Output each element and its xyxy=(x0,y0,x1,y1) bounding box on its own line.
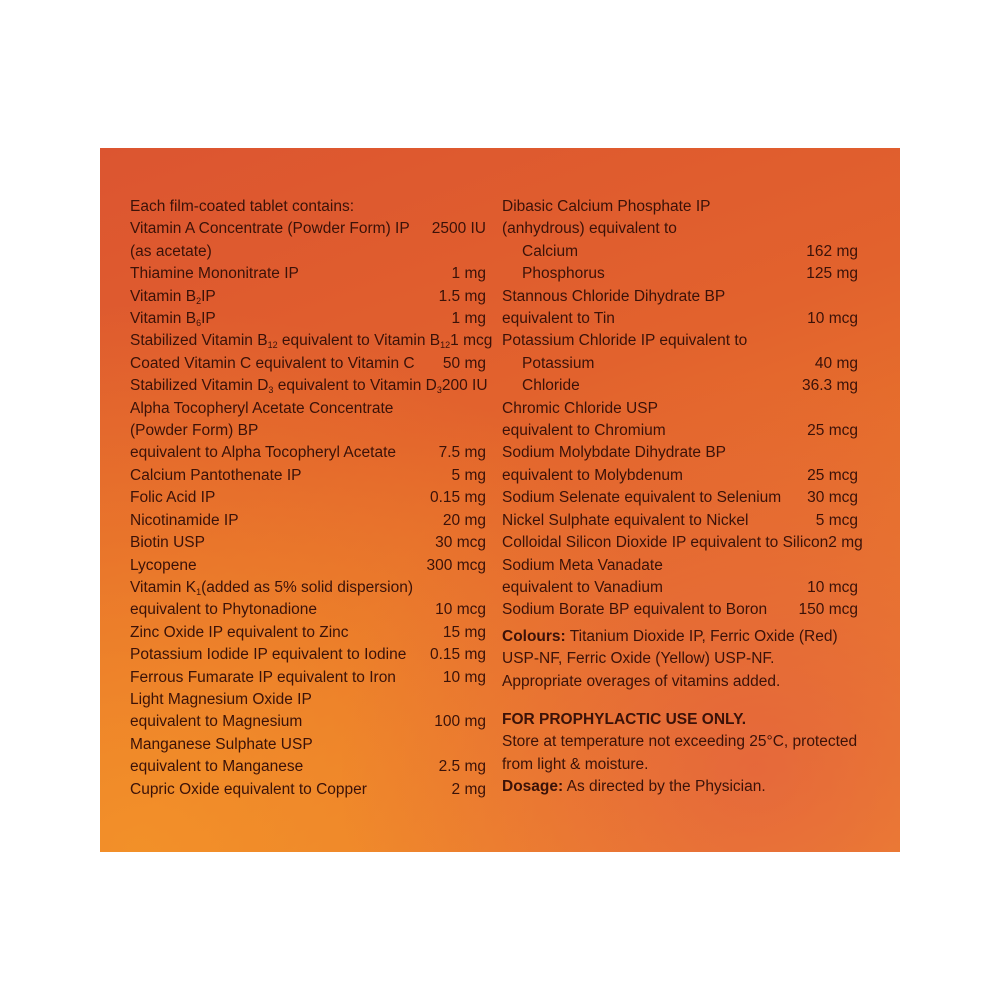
ingredient-amount: 2500 IU xyxy=(431,220,486,238)
ingredient-name: Chloride xyxy=(522,377,580,395)
contents-header: Each film-coated tablet contains: xyxy=(130,198,355,215)
ingredient-name: Potassium Chloride IP equivalent to xyxy=(502,332,748,350)
ingredient-amount: 10 mg xyxy=(442,668,486,686)
ingredient-name: Potassium Iodide IP equivalent to Iodine xyxy=(130,646,407,664)
dosage-text: As directed by the Physician. xyxy=(566,778,766,796)
ingredient-row xyxy=(130,555,486,577)
ingredient-amount: 0.15 mg xyxy=(429,646,486,664)
ingredient-name: equivalent to Molybdenum xyxy=(502,466,683,484)
ingredient-row xyxy=(130,465,486,487)
ingredient-name: Vitamin $B_2IP$ xyxy=(130,287,216,306)
ingredient-row xyxy=(502,353,858,375)
ingredient-row xyxy=(130,263,486,285)
ingredient-row xyxy=(130,599,486,621)
ingredient-name: Zinc Oxide IP equivalent to Zinc xyxy=(130,623,349,641)
colours-label: Colours: xyxy=(502,627,566,645)
ingredient-name: Stabilized Vitamin $D_3$ equivalent to Vitamin $D_3$ xyxy=(130,377,442,396)
ingredient-name: (Powder Form) BP xyxy=(130,422,259,440)
ingredient-amount: 0.15 mg xyxy=(429,489,486,507)
ingredient-row xyxy=(502,263,858,285)
dosage-note xyxy=(502,776,858,798)
ingredient-amount: 40 mg xyxy=(814,354,858,372)
ingredient-name: Sodium Selenate equivalent to Selenium xyxy=(502,489,782,507)
ingredients-right-column xyxy=(502,196,863,799)
ingredient-amount: 25 mcg xyxy=(807,422,858,440)
ingredient-name: Folic Acid IP xyxy=(130,489,216,507)
ingredients-left-column xyxy=(130,196,493,801)
ingredient-amount: 36.3 mg xyxy=(801,377,858,395)
ingredient-amount: 20 mg xyxy=(442,511,486,529)
ingredient-row xyxy=(130,308,486,330)
ingredient-name: Calcium Pantothenate IP xyxy=(130,466,302,484)
ingredient-row xyxy=(502,532,863,554)
ingredient-amount: 15 mg xyxy=(442,623,486,641)
ingredient-name: Phosphorus xyxy=(522,265,605,283)
ingredient-name: Coated Vitamin C equivalent to Vitamin C xyxy=(130,354,415,372)
ingredient-amount: 300 mcg xyxy=(426,556,486,574)
ingredient-note: (as acetate) xyxy=(130,242,212,260)
overages-note: Appropriate overages of vitamins added. xyxy=(502,672,781,690)
ingredient-name: Calcium xyxy=(522,242,578,260)
ingredient-name: Colloidal Silicon Dioxide IP equivalent to Silicon xyxy=(502,534,829,552)
ingredient-amount: 7.5 mg xyxy=(438,444,486,462)
ingredient-row xyxy=(502,375,858,397)
ingredient-amount: 10 mcg xyxy=(807,310,858,328)
ingredient-name: equivalent to Alpha Tocopheryl Acetate xyxy=(130,444,396,462)
ingredient-name: equivalent to Phytonadione xyxy=(130,601,318,619)
ingredient-row xyxy=(130,510,486,532)
ingredient-row xyxy=(502,577,858,599)
ingredient-row xyxy=(502,465,858,487)
ingredient-name: Biotin USP xyxy=(130,534,205,552)
ingredient-row xyxy=(502,241,858,263)
ingredient-name: Ferrous Fumarate IP equivalent to Iron xyxy=(130,668,396,686)
ingredient-row xyxy=(502,308,858,330)
ingredient-name: Vitamin A Concentrate (Powder Form) IP xyxy=(130,220,410,238)
ingredient-name: equivalent to Vanadium xyxy=(502,578,663,596)
ingredient-name: equivalent to Manganese xyxy=(130,758,304,776)
ingredient-amount: 10 mcg xyxy=(435,601,486,619)
ingredient-amount: 1 mcg xyxy=(450,332,493,350)
ingredient-name: equivalent to Tin xyxy=(502,310,615,328)
ingredient-amount: 10 mcg xyxy=(807,578,858,596)
ingredient-row xyxy=(502,420,858,442)
ingredient-name: equivalent to Magnesium xyxy=(130,713,303,731)
ingredient-amount: 162 mg xyxy=(806,242,858,260)
ingredient-row xyxy=(502,487,858,509)
storage-instructions: Store at temperature not exceeding 25°C, protected from light & moisture. xyxy=(502,733,858,773)
ingredient-amount: 5 mcg xyxy=(815,511,858,529)
ingredient-name: Chromic Chloride USP xyxy=(502,399,658,417)
ingredient-row xyxy=(130,487,486,509)
ingredient-row xyxy=(130,286,486,308)
ingredient-name: Manganese Sulphate USP xyxy=(130,735,313,753)
ingredient-row xyxy=(130,353,486,375)
ingredient-amount: 2.5 mg xyxy=(438,758,486,776)
ingredient-row xyxy=(130,756,486,778)
ingredient-amount: 25 mcg xyxy=(807,466,858,484)
ingredient-row xyxy=(130,442,486,464)
ingredient-row xyxy=(130,375,486,397)
ingredient-name: equivalent to Chromium xyxy=(502,422,666,440)
ingredient-row xyxy=(130,711,486,733)
ingredient-row xyxy=(130,779,486,801)
ingredient-name: Nicotinamide IP xyxy=(130,511,239,529)
ingredient-amount: 5 mg xyxy=(451,466,486,484)
ingredient-name: (anhydrous) equivalent to xyxy=(502,220,677,238)
ingredient-name: Dibasic Calcium Phosphate IP xyxy=(502,198,711,215)
ingredient-amount: 2 mg xyxy=(828,534,863,552)
ingredient-row xyxy=(502,599,858,621)
ingredient-amount: 150 mcg xyxy=(798,601,858,619)
ingredient-amount: 200 IU xyxy=(441,377,488,395)
ingredient-name: Stabilized Vitamin $B_{12}$ equivalent to Vitamin $B_{12}$ xyxy=(130,332,451,351)
ingredient-row xyxy=(130,622,486,644)
ingredient-name: Nickel Sulphate equivalent to Nickel xyxy=(502,511,749,529)
ingredient-amount: 1 mg xyxy=(451,310,486,328)
ingredient-row xyxy=(130,532,486,554)
ingredient-name: Sodium Meta Vanadate xyxy=(502,556,663,574)
ingredient-amount: 1.5 mg xyxy=(438,287,486,305)
ingredient-name: Potassium xyxy=(522,354,595,372)
colours-note xyxy=(502,626,858,671)
ingredient-amount: 2 mg xyxy=(451,780,486,798)
ingredient-row xyxy=(130,667,486,689)
ingredient-amount: 100 mg xyxy=(434,713,486,731)
dosage-label: Dosage: xyxy=(502,778,564,796)
ingredient-name: Sodium Molybdate Dihydrate BP xyxy=(502,444,727,462)
prophylactic-warning: FOR PROPHYLACTIC USE ONLY. xyxy=(502,710,747,728)
ingredient-row xyxy=(130,330,493,352)
ingredient-name: Vitamin $K_1(added$ as 5% solid dispersion) xyxy=(130,578,414,597)
ingredient-name: Vitamin $B_6IP$ xyxy=(130,310,216,329)
ingredient-name: Thiamine Mononitrate IP xyxy=(130,265,299,283)
ingredient-name: Stannous Chloride Dihydrate BP xyxy=(502,287,726,305)
colours-text: Titanium Dioxide IP, Ferric Oxide (Red) USP-NF, Ferric Oxide (Yellow) USP-NF. xyxy=(502,627,838,668)
ingredient-row xyxy=(130,644,486,666)
ingredient-name: Sodium Borate BP equivalent to Boron xyxy=(502,601,768,619)
ingredient-amount: 50 mg xyxy=(442,354,486,372)
ingredient-amount: 30 mcg xyxy=(435,534,486,552)
ingredient-amount: 1 mg xyxy=(451,265,486,283)
ingredient-name: Cupric Oxide equivalent to Copper xyxy=(130,780,367,798)
ingredient-name: Light Magnesium Oxide IP xyxy=(130,690,312,708)
ingredient-amount: 125 mg xyxy=(806,265,858,283)
ingredient-amount: 30 mcg xyxy=(807,489,858,507)
label-panel xyxy=(100,148,900,852)
ingredient-row xyxy=(502,510,858,532)
ingredient-name: Lycopene xyxy=(130,556,197,574)
ingredient-name: Alpha Tocopheryl Acetate Concentrate xyxy=(130,399,394,417)
ingredient-row xyxy=(130,218,486,240)
